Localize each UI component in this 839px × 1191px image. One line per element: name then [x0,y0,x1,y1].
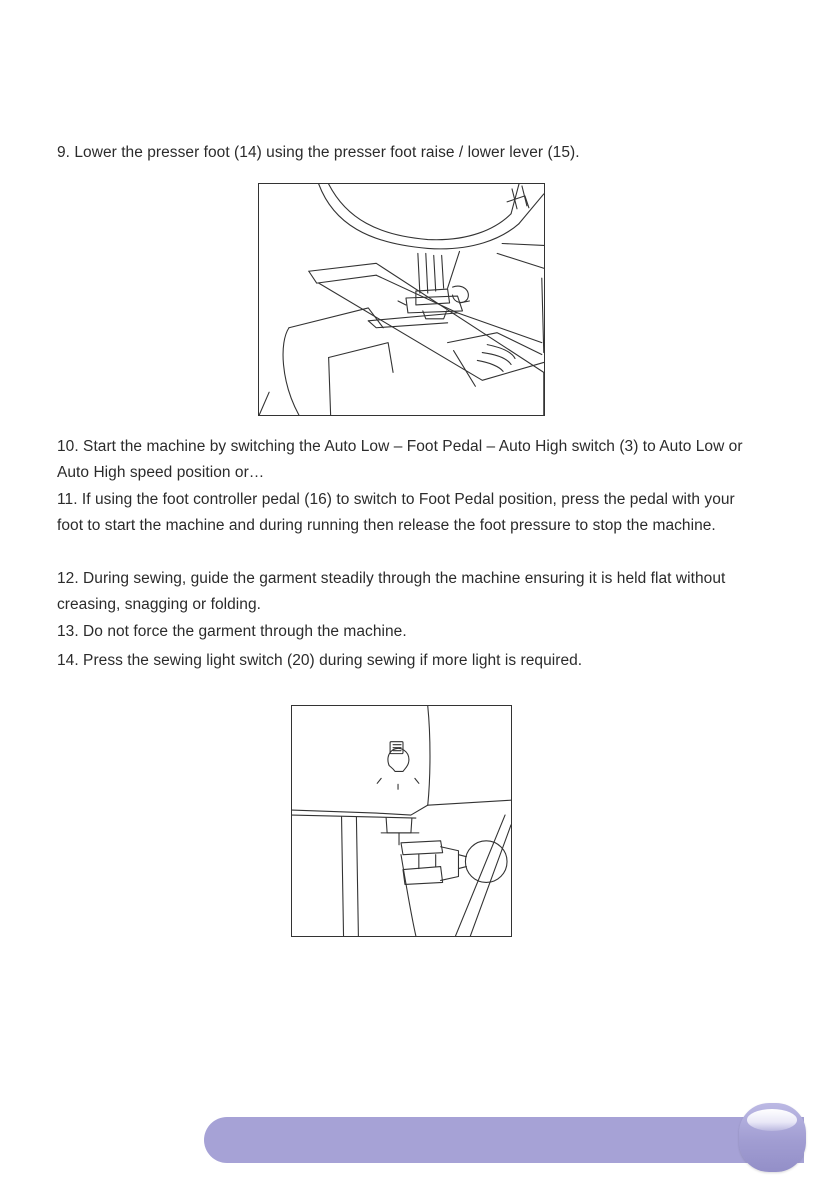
presser-foot-figure [258,183,545,416]
sewing-light-switch-icon [292,706,511,936]
light-switch-figure [291,705,512,937]
sewing-machine-presser-foot-icon [259,184,544,415]
tab-highlight [747,1109,797,1131]
step-13-text: 13. Do not force the garment through the machine. [57,623,407,640]
step-14-text: 14. Press the sewing light switch (20) during sewing if more light is required. [57,652,583,669]
page-number-tab [739,1103,806,1172]
footer-bar [204,1117,804,1163]
step-10-text: 10. Start the machine by switching the Auto Low – Foot Pedal – Auto High switch (3) to Auto Low or Auto High speed position or… [57,438,743,481]
step-12-text: 12. During sewing, guide the garment steadily through the machine ensuring it is held flat without creasing, snagging or folding. [57,570,726,613]
step-9-text: 9. Lower the presser foot (14) using the presser foot raise / lower lever (15). [57,144,580,161]
step-11-text: 11. If using the foot controller pedal (16) to switch to Foot Pedal position, press the pedal with your foot to start the machine and during running then release the foot pressure to stop the machine. [57,491,735,534]
